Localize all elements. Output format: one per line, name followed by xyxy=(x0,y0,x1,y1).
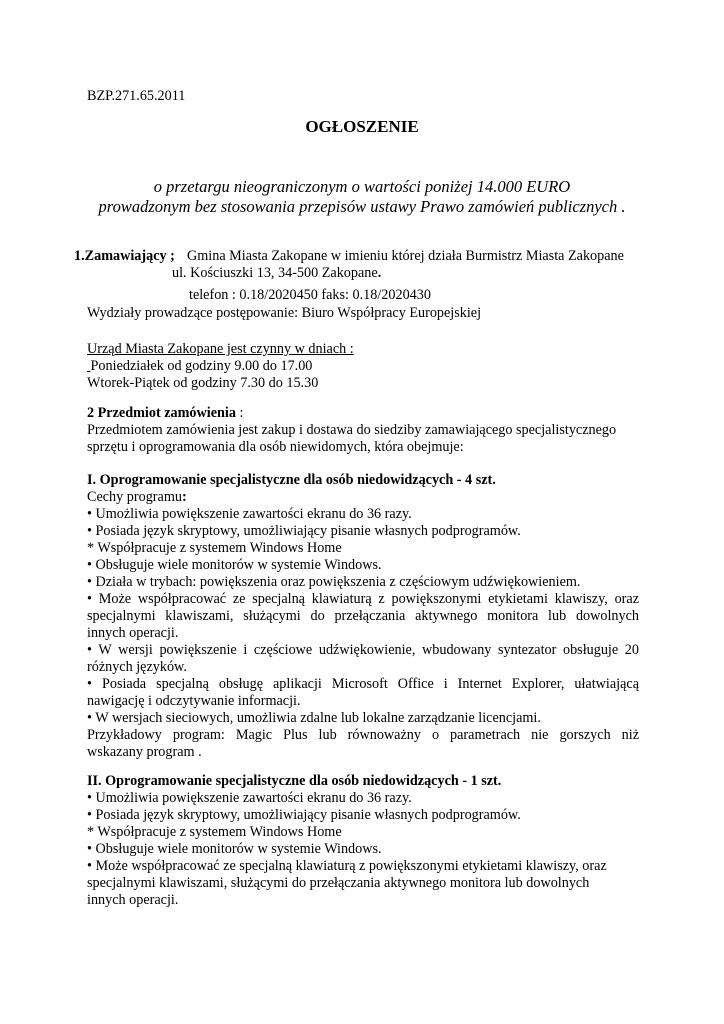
part-2-heading: II. Oprogramowanie specjalistyczne dla osób niedowidzących - 1 szt. xyxy=(87,773,502,789)
subject-line-2: sprzętu i oprogramowania dla osób niewidomych, która obejmuje: xyxy=(87,439,464,455)
example-program: Przykładowy program: Magic Plus lub równoważny o parametrach nie gorszych niż xyxy=(87,727,639,743)
part-1-body xyxy=(87,489,639,761)
list-item: • Może współpracować ze specjalną klawiaturą z powiększonymi etykietami klawiszy, oraz xyxy=(87,858,607,874)
list-item: • Działa w trybach: powiększenia oraz powiększenia z częściowym udźwiękowieniem. xyxy=(87,574,581,590)
reference-number: BZP.271.65.2011 xyxy=(87,88,186,104)
subject-line-1: Przedmiotem zamówienia jest zakup i dostawa do siedziby zamawiającego specjalistycznego xyxy=(87,422,617,438)
list-item-continued: nawigację i odczytywanie informacji. xyxy=(87,693,301,709)
list-item: • Umożliwia powiększenie zawartości ekranu do 36 razy. xyxy=(87,790,412,806)
list-item: • Umożliwia powiększenie zawartości ekranu do 36 razy. xyxy=(87,506,412,522)
subject-heading-text: 2 Przedmiot zamówienia xyxy=(87,405,236,421)
contracting-authority-address xyxy=(172,265,381,282)
list-item: • Posiada specjalną obsługę aplikacji Microsoft Office i Internet Explorer, ułatwiającą xyxy=(87,676,639,692)
list-item: • Może współpracować ze specjalną klawiaturą z powiększonymi etykietami klawiszy, oraz xyxy=(87,591,639,607)
example-program-continued: wskazany program . xyxy=(87,744,202,760)
list-item-continued: specjalnymi klawiszami, służącymi do przełączania aktywnego monitora lub dowolnych xyxy=(87,875,590,891)
list-item-continued: innych operacji. xyxy=(87,892,179,908)
list-item: • Posiada język skryptowy, umożliwiający pisanie własnych podprogramów. xyxy=(87,523,521,539)
contracting-authority-phone: telefon : 0.18/2020450 faks: 0.18/2020430 xyxy=(189,287,431,303)
features-label-text: Cechy programu xyxy=(87,489,182,505)
features-label-colon: : xyxy=(181,489,187,505)
list-item-continued: różnych języków. xyxy=(87,659,187,675)
subject-heading xyxy=(87,405,243,422)
list-item: • W wersji powiększenie i częściowe udźwiękowienie, wbudowany syntezator obsługuje 20 xyxy=(87,642,639,658)
list-item: • Posiada język skryptowy, umożliwiający pisanie własnych podprogramów. xyxy=(87,807,521,823)
list-item: • Obsługuje wiele monitorów w systemie Windows. xyxy=(87,557,382,573)
office-hours-monday xyxy=(87,358,312,375)
address-period: . xyxy=(377,265,382,281)
office-hours-heading: Urząd Miasta Zakopane jest czynny w dniach : xyxy=(87,341,354,357)
list-item: * Współpracuje z systemem Windows Home xyxy=(87,824,342,840)
part-2-body xyxy=(87,790,639,909)
part-1-features-label xyxy=(87,489,639,506)
subtitle-line-2: prowadzonym bez stosowania przepisów ustawy Prawo zamówień publicznych . xyxy=(98,197,626,216)
subtitle-line-1: o przetargu nieograniczonym o wartości poniżej 14.000 EURO xyxy=(153,177,571,196)
office-hours-tue-fri: Wtorek-Piątek od godziny 7.30 do 15.30 xyxy=(87,375,319,391)
list-item: • Obsługuje wiele monitorów w systemie Windows. xyxy=(87,841,382,857)
list-item-continued: specjalnymi klawiszami, służącymi do przełączania aktywnego monitora lub dowolnych xyxy=(87,608,639,624)
list-item: • W wersjach sieciowych, umożliwia zdalne lub lokalne zarządzanie licencjami. xyxy=(87,710,541,726)
list-item: * Współpracuje z systemem Windows Home xyxy=(87,540,342,556)
conducting-departments: Wydziały prowadzące postępowanie: Biuro Współpracy Europejskiej xyxy=(87,305,482,321)
contracting-authority-label: 1.Zamawiający ; xyxy=(74,248,175,264)
subject-heading-colon: : xyxy=(235,405,244,421)
contracting-authority-name: Gmina Miasta Zakopane w imieniu której działa Burmistrz Miasta Zakopane xyxy=(187,248,624,264)
page-title: OGŁOSZENIE xyxy=(305,117,419,136)
address-text: ul. Kościuszki 13, 34-500 Zakopane xyxy=(172,265,378,281)
list-item-continued: innych operacji. xyxy=(87,625,179,641)
part-1-heading: I. Oprogramowanie specjalistyczne dla osób niedowidzących - 4 szt. xyxy=(87,472,496,488)
office-hours-monday-text: Poniedziałek od godziny 9.00 do 17.00 xyxy=(90,358,313,374)
